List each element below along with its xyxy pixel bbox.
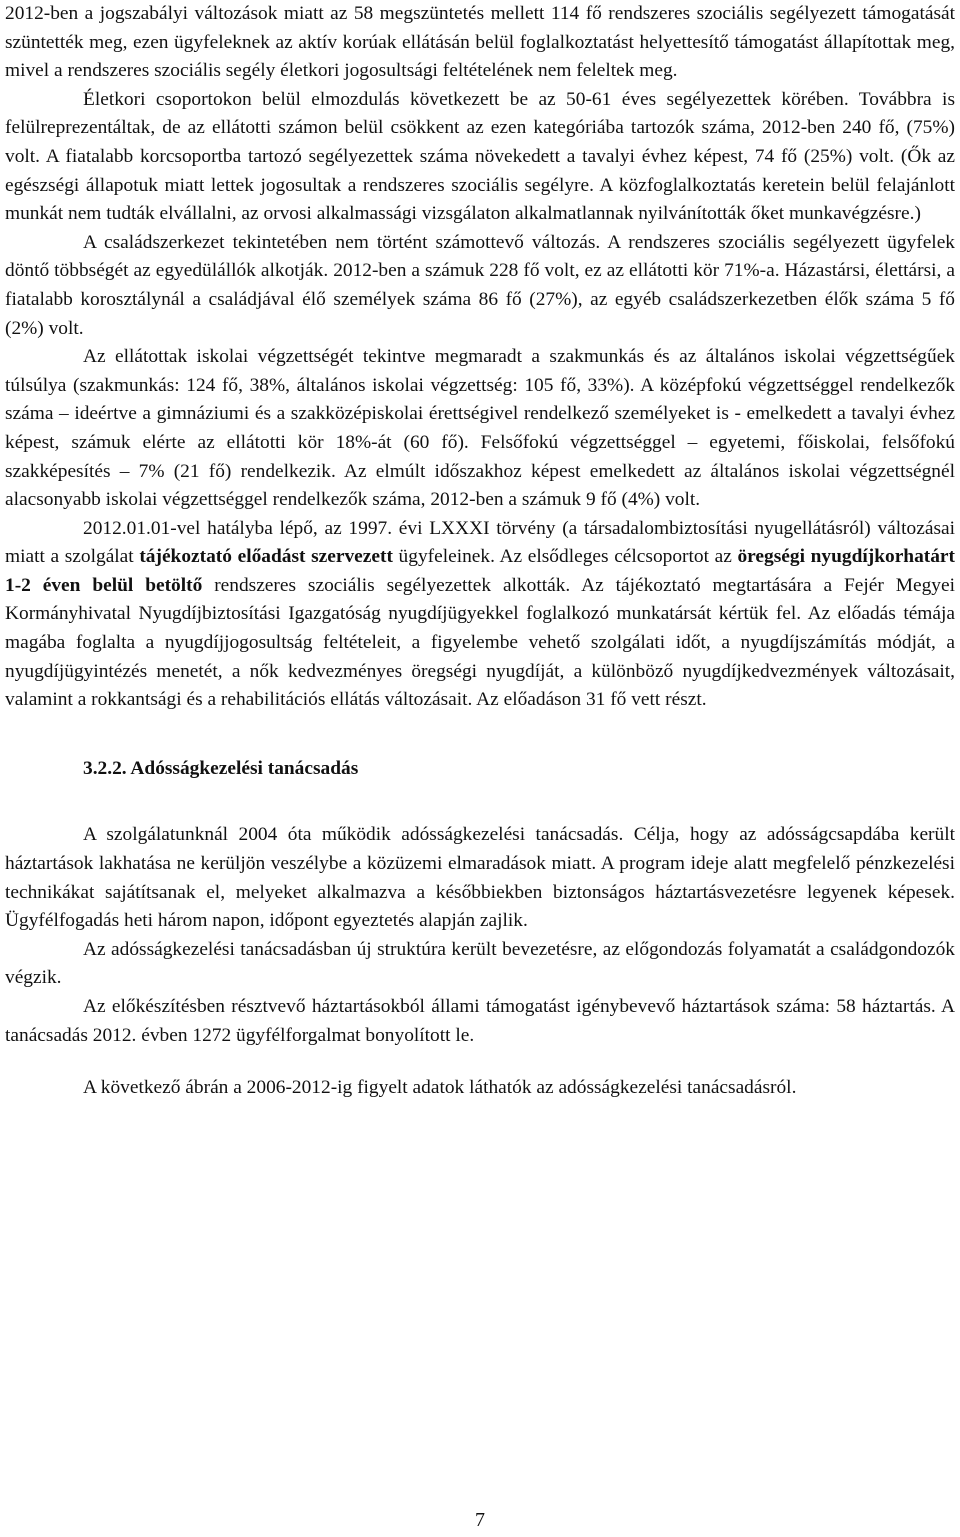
- paragraph-haztartasok-szama: Az előkészítésben résztvevő háztartásokból állami támogatást igénybevevő háztartások száma: 58 háztartás. A tanácsadás 2012. évben 1272 ügyfélforgalmat bonyolított le.: [5, 996, 955, 1046]
- paragraph-csaladszerkezet: A családszerkezet tekintetében nem történt számottevő változás. A rendszeres szociális segélyezett ügyfelek döntő többségét az egyedülállók alkotják. 2012-ben a számuk 228 fő volt, ez az ellátotti kör 71%-a. Házastársi, élettársi, a fiatalabb korosztálynál a családjával élő személyek száma 86 fő (27%), az egyéb családszerkezetben élők száma 5 fő (2%) volt.: [5, 231, 955, 339]
- page-number: 7: [475, 1509, 485, 1531]
- pension-bold-celcsoport: öregségi nyugdíjkorhatárt 1-2 éven belül betöltő: [5, 546, 955, 596]
- spacer: [5, 715, 955, 755]
- pension-text-part3: rendszeres szociális segélyezettek alkották. Az tájékoztató megtartására a Fejér Megyei Kormányhivatal Nyugdíjbiztosítási Igazgatóság nyugdíjügyekkel foglalkozó munkatársát kértük fel. Az előadás témája magába foglalta a nyugdíjjogosultság feltételeit, a figyelembe vehető szolgálati időt, a nyugdíjszámítás módját, a nyugdíjügyintézés menetét, a nők kedvezményes öregségi nyugdíját, a különböző nyugdíjkedvezmények változásait, valamint a rokkantsági és a rehabilitációs ellátás változásait. Az előadáson 31 fő vett részt.: [5, 574, 955, 711]
- pension-text-part2: ügyfeleinek. Az elsődleges célcsoportot az: [392, 546, 738, 568]
- paragraph-nyugdij-tajekoztato: [5, 515, 955, 715]
- pension-bold-eloadas: tájékoztató előadást szervezett: [139, 546, 393, 568]
- section-heading: 3.2.2. Adósságkezelési tanácsadás: [83, 757, 359, 779]
- spacer: [5, 1050, 955, 1074]
- paragraph-eletkori-csoportok: Életkori csoportokon belül elmozdulás következett be az 50-61 éves segélyezettek körében. Továbbra is felülreprezentáltak, de az ellátotti számon belül csökkent az ezen kategóriába tartozók száma, 2012-ben 240 fő, (75%) volt. A fiatalabb korcsoportba tartozó segélyezettek száma növekedett a tavalyi évhez képest, 74 fő (25%) volt. (Ők az egészségi állapotuk miatt lettek jogosultak a rendszeres szociális segélyre. A közfoglalkoztatás keretein belül felajánlott munkát nem tudták elvállalni, az orvosi alkalmassági vizsgálaton alkalmatlannak nyilvánították őket munkavégzésre.): [5, 88, 955, 225]
- paragraph-adossagkezeles-cel: A szolgálatunknál 2004 óta működik adósságkezelési tanácsadás. Célja, hogy az adósságcsapdába került háztartások lakhatása ne kerüljön veszélybe a közüzemi elmaradások miatt. A program ideje alatt megfelelő pénzkezelési technikákat sajátítsanak el, melyeket alkalmazva a későbbiekben biztonságos háztartásvezetésre legyenek képesek. Ügyfélfogadás heti három napon, időpont egyeztetés alapján zajlik.: [5, 824, 955, 932]
- spacer: [5, 783, 955, 821]
- paragraph-abra-bevezeto: A következő ábrán a 2006-2012-ig figyelt adatok láthatók az adósságkezelési tanácsadásról.: [83, 1077, 797, 1099]
- document-page: [5, 0, 955, 1103]
- paragraph-uj-struktura: Az adósságkezelési tanácsadásban új struktúra került bevezetésre, az előgondozás folyamatát a családgondozók végzik.: [5, 938, 955, 989]
- paragraph-iskolai-vegzettseg: Az ellátottak iskolai végzettségét tekintve megmaradt a szakmunkás és az általános iskolai végzettségűek túlsúlya (szakmunkás: 124 fő, 38%, általános iskolai végzettség: 105 fő, 33%). A középfokú végzettséggel rendelkezők száma – ideértve a gimnáziumi és a szakközépiskolai érettségivel rendelkező személyeket is - emelkedett a tavalyi évhez képest, számuk elérte az ellátotti kör 18%-át (60 fő). Felsőfokú végzettséggel – egyetemi, főiskolai, felsőfokú szakképesítés – 7% (21 fő) rendelkezik. Az elmúlt időszakhoz képest emelkedett az általános iskolai végzettségnél alacsonyabb iskolai végzettséggel rendelkezők száma, 2012-ben a számuk 9 fő (4%) volt.: [5, 346, 955, 511]
- pension-text-part1: 2012.01.01-vel hatályba lépő, az 1997. évi LXXXI törvény (a társadalombiztosítási nyugellátásról) változásai miatt a szolgálat: [5, 517, 955, 568]
- paragraph-segely-megszuntetes: 2012-ben a jogszabályi változások miatt az 58 megszüntetés mellett 114 fő rendszeres szociális segélyezett támogatását szüntették meg, ezen ügyfeleknek az aktív korúak ellátásán belül foglalkoztatást helyettesítő támogatást állapítottak meg, mivel a rendszeres szociális segély életkori jogosultsági feltételének nem feleltek meg.: [5, 3, 955, 82]
